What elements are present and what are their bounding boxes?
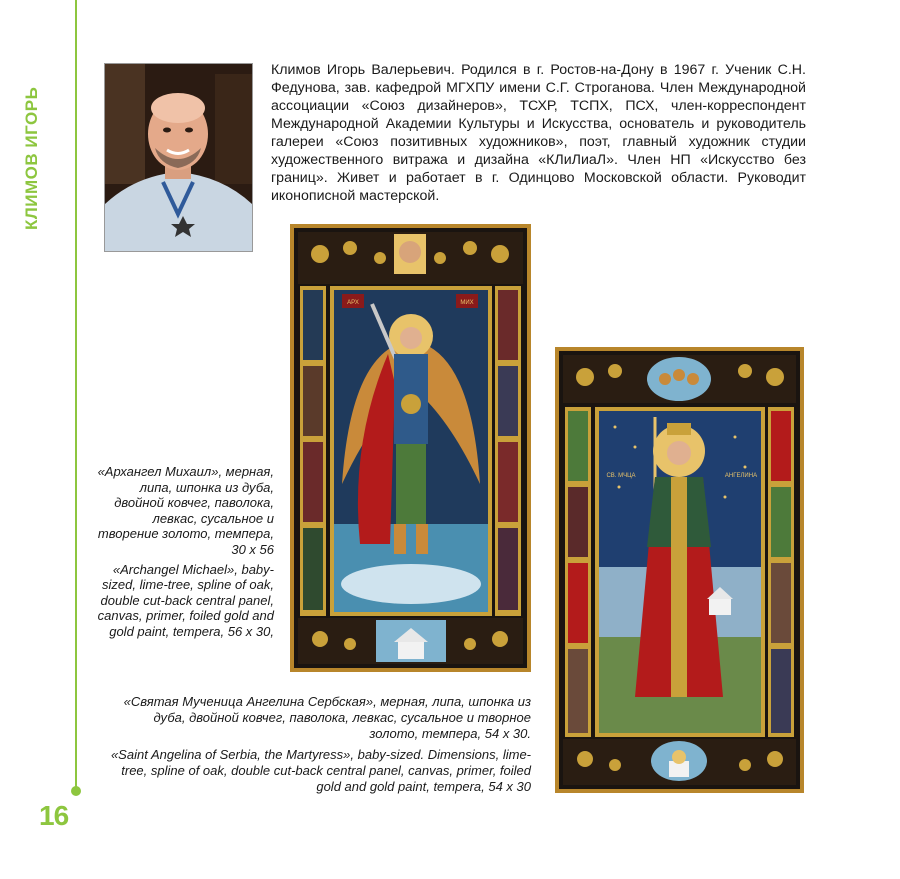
angelina-icon-image bbox=[555, 347, 804, 793]
inscription-right: АНГЕЛИНА bbox=[724, 473, 758, 479]
artwork2-caption-ru: «Святая Мученица Ангелина Сербская», мерная, липа, шпонка из дуба, двойной ковчег, паволока, левкас, сусальное и творное золото, темпера, 54 х 30. bbox=[123, 694, 531, 742]
inscription-right: МИХ bbox=[460, 300, 474, 306]
author-name-vertical: КЛИМОВ ИГОРЬ bbox=[22, 86, 41, 230]
artwork2-caption-en: «Saint Angelina of Serbia, the Martyress», baby-sized. Dimensions, lime-tree, spline of oak, double cut-back central panel, canvas, primer, foiled gold and gold paint, tempera, 54 x 30 bbox=[110, 746, 531, 795]
portrait-illustration bbox=[105, 64, 252, 251]
artwork1-caption-en: «Archangel Michael», baby-sized, lime-tree, spline of oak, double cut-back central panel, canvas, primer, foiled gold and gold paint, tempera, 56 x 30, bbox=[97, 561, 274, 639]
artwork1-caption bbox=[96, 464, 274, 644]
author-portrait-photo bbox=[104, 63, 253, 252]
archangel-icon-image bbox=[290, 224, 531, 672]
artist-biography: Климов Игорь Валерьевич. Родился в г. Ростов-на-Дону в 1967 г. Ученик С.Н. Федунова, зав. кафедрой МГХПУ имени С.Г. Строганова. Член Международной ассоциации «Союз дизайнеров», ТСХР, ТСПХ, ПСХ, член-корреспондент Международной Академии Культуры и Искусства, основатель и руководитель галереи «Союз позитивных художников», поэт, главный художник студии художественного витража и дизайна «КЛиЛиаЛ». Член НП «Искусство без границ». Живет и работает в г. Одинцово Московской области. Руководит иконописной мастерской. bbox=[271, 62, 806, 204]
artwork-archangel-michael bbox=[290, 224, 531, 672]
artwork-saint-angelina bbox=[555, 347, 804, 793]
inscription-left: АРХ bbox=[347, 300, 359, 306]
page-number: 16 bbox=[39, 800, 69, 831]
inscription-left: СВ. МЧЦА bbox=[606, 473, 636, 479]
side-vertical-rule bbox=[75, 0, 77, 790]
artwork1-caption-ru: «Архангел Михаил», мерная, липа, шпонка из дуба, двойной ковчег, паволока, левкас, сусальное и творение золото, темпера, 30 х 56 bbox=[97, 464, 274, 557]
side-rule-dot bbox=[71, 786, 81, 796]
artwork2-caption bbox=[104, 694, 531, 799]
